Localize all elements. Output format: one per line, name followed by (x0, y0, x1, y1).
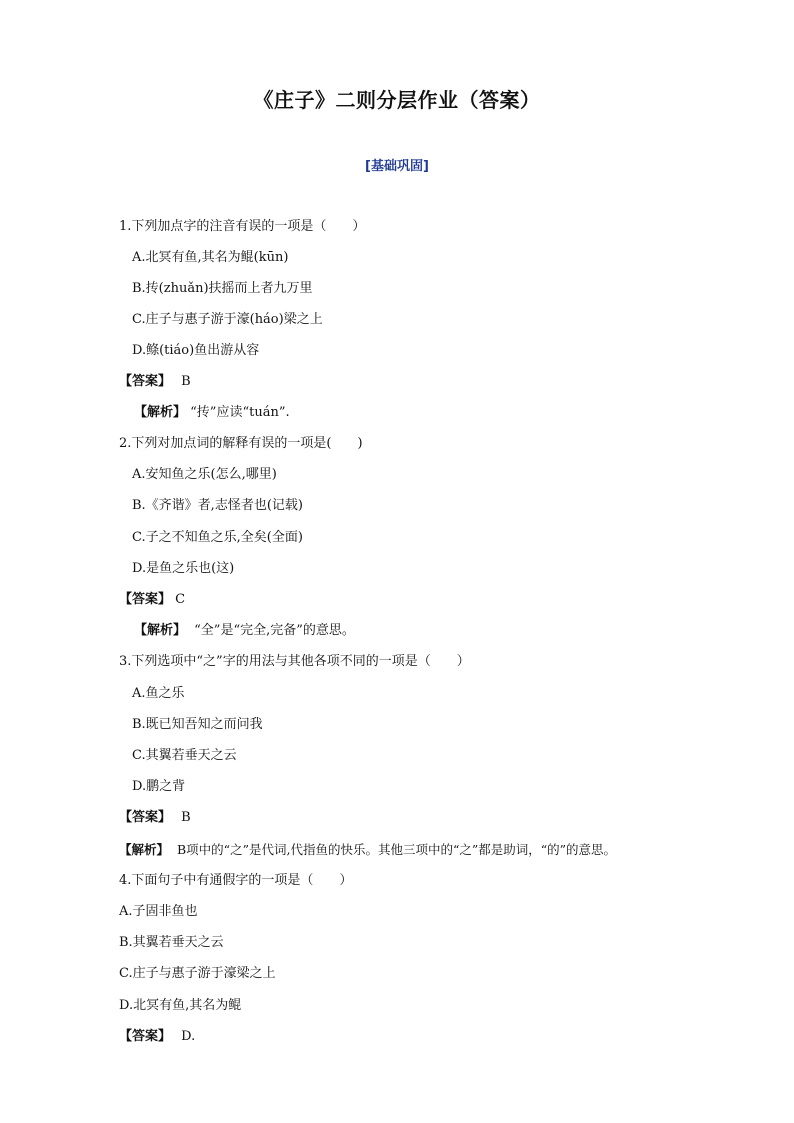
question-2-answer (119, 591, 185, 609)
analysis-text: B项中的“之”是代词,代指鱼的快乐。其他三项中的“之”都是助词，“的”的意思。 (177, 842, 617, 857)
question-3-analysis (119, 841, 616, 859)
question-3-option-d: D.鹏之背 (132, 779, 186, 794)
question-3-stem: 3.下列选项中“之”字的用法与其他各项不同的一项是（ ） (119, 654, 470, 669)
question-1-option-d: D.鲦(tiáo)鱼出游从容 (132, 343, 260, 358)
answer-label: 【答案】 (119, 374, 172, 389)
answer-value: B (181, 810, 191, 825)
question-2-option-a: A.安知鱼之乐(怎么,哪里) (132, 467, 277, 482)
analysis-label: 【解析】 (134, 623, 187, 638)
question-3-answer (119, 809, 191, 827)
question-4-answer (119, 1028, 195, 1046)
question-4-option-b: B.其翼若垂天之云 (119, 935, 224, 950)
analysis-label: 【解析】 (119, 842, 170, 857)
question-1-stem: 1.下列加点字的注音有误的一项是（ ） (119, 219, 366, 234)
question-4-stem: 4.下面句子中有通假字的一项是（ ） (119, 873, 353, 888)
question-2-analysis (134, 622, 355, 640)
question-1-answer (119, 373, 191, 391)
answer-value: C (175, 592, 186, 607)
section-heading: [基础巩固] (365, 159, 429, 174)
question-3-option-c: C.其翼若垂天之云 (132, 748, 237, 763)
question-4-option-d: D.北冥有鱼,其名为鲲 (119, 998, 242, 1013)
question-1-option-c: C.庄子与惠子游于濠(háo)梁之上 (132, 312, 323, 327)
question-2-option-c: C.子之不知鱼之乐,全矣(全面) (132, 530, 303, 545)
answer-label: 【答案】 (119, 1029, 172, 1044)
analysis-text: “全”是“完全,完备”的意思。 (194, 623, 355, 638)
question-2-option-b: B.《齐谐》者,志怪者也(记载) (132, 498, 303, 513)
answer-value: B (181, 374, 191, 389)
question-1-option-b: B.抟(zhuǎn)扶摇而上者九万里 (132, 281, 313, 296)
analysis-text: “抟”应读“tuán”. (190, 405, 290, 420)
question-1-analysis (134, 404, 290, 422)
answer-label: 【答案】 (119, 592, 172, 607)
answer-value: D. (181, 1029, 196, 1044)
question-1-option-a: A.北冥有鱼,其名为鲲(kūn) (132, 250, 289, 265)
analysis-label: 【解析】 (134, 405, 187, 420)
document-title: 《庄子》二则分层作业（答案） (253, 88, 541, 112)
question-3-option-a: A.鱼之乐 (132, 686, 185, 701)
question-2-option-d: D.是鱼之乐也(这) (132, 561, 235, 576)
question-4-option-c: C.庄子与惠子游于濠梁之上 (119, 966, 276, 981)
question-4-option-a: A.子固非鱼也 (119, 904, 198, 919)
question-2-stem: 2.下列对加点词的解释有误的一项是( ) (119, 436, 363, 451)
question-3-option-b: B.既已知吾知之而问我 (132, 717, 263, 732)
answer-label: 【答案】 (119, 810, 172, 825)
